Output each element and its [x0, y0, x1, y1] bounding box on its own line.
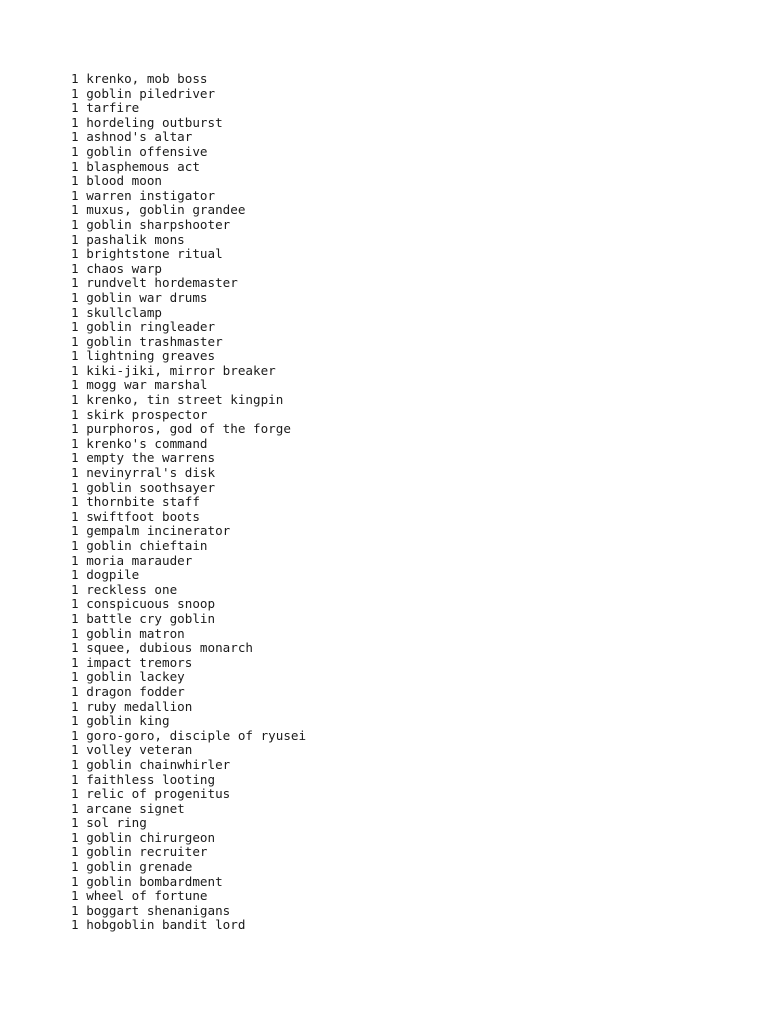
list-item — [71, 466, 748, 481]
card-name: skullclamp — [86, 304, 163, 320]
card-name: goblin chieftain — [86, 538, 208, 553]
card-quantity: 1 — [71, 465, 79, 481]
card-name: lightning greaves — [86, 348, 216, 364]
card-name: squee, dubious monarch — [86, 640, 253, 656]
list-item — [71, 524, 748, 539]
card-name: nevinyrral's disk — [86, 465, 216, 481]
card-quantity: 1 — [71, 873, 79, 889]
list-item — [71, 393, 748, 408]
list-item — [71, 583, 748, 598]
list-item — [71, 174, 748, 189]
list-item — [71, 510, 748, 525]
list-item — [71, 481, 748, 496]
card-quantity: 1 — [71, 202, 79, 218]
card-name: moria marauder — [86, 552, 193, 568]
list-item — [71, 218, 748, 233]
card-quantity: 1 — [71, 319, 79, 335]
card-quantity: 1 — [71, 289, 79, 305]
card-quantity: 1 — [71, 727, 79, 743]
card-quantity: 1 — [71, 100, 79, 116]
card-quantity: 1 — [71, 742, 79, 758]
card-name: sol ring — [86, 815, 147, 831]
card-quantity: 1 — [71, 158, 79, 174]
list-item — [71, 641, 748, 656]
list-item — [71, 773, 748, 788]
card-quantity: 1 — [71, 304, 79, 320]
card-name: dragon fodder — [86, 683, 185, 699]
card-name: mogg war marshal — [86, 377, 208, 393]
card-quantity: 1 — [71, 435, 79, 451]
card-name: tarfire — [86, 100, 140, 116]
list-item — [71, 262, 748, 277]
card-quantity: 1 — [71, 902, 79, 918]
list-item — [71, 787, 748, 802]
card-quantity: 1 — [71, 523, 79, 539]
card-quantity: 1 — [71, 508, 79, 524]
list-item — [71, 130, 748, 145]
card-quantity: 1 — [71, 859, 79, 875]
card-name: boggart shenanigans — [86, 902, 231, 918]
card-quantity: 1 — [71, 771, 79, 787]
list-item — [71, 335, 748, 350]
card-name: goblin war drums — [86, 289, 208, 305]
card-name: blasphemous act — [86, 158, 200, 174]
card-quantity: 1 — [71, 713, 79, 729]
card-quantity: 1 — [71, 421, 79, 437]
card-quantity: 1 — [71, 698, 79, 714]
card-name: empty the warrens — [86, 450, 216, 466]
list-item — [71, 276, 748, 291]
card-name: brightstone ritual — [86, 246, 223, 262]
list-item — [71, 714, 748, 729]
card-quantity: 1 — [71, 669, 79, 685]
card-name: goblin soothsayer — [86, 479, 216, 495]
list-item — [71, 918, 748, 933]
card-quantity: 1 — [71, 348, 79, 364]
list-item — [71, 860, 748, 875]
list-item — [71, 758, 748, 773]
card-quantity: 1 — [71, 114, 79, 130]
card-name: krenko, mob boss — [86, 71, 208, 86]
card-name: goblin grenade — [86, 859, 193, 875]
card-name: battle cry goblin — [86, 610, 216, 626]
card-name: rundvelt hordemaster — [86, 275, 238, 291]
card-quantity: 1 — [71, 844, 79, 860]
card-name: thornbite staff — [86, 494, 200, 510]
card-name: reckless one — [86, 581, 178, 597]
card-quantity: 1 — [71, 625, 79, 641]
card-name: ashnod's altar — [86, 129, 193, 145]
card-quantity: 1 — [71, 129, 79, 145]
card-quantity: 1 — [71, 479, 79, 495]
card-quantity: 1 — [71, 654, 79, 670]
card-quantity: 1 — [71, 581, 79, 597]
card-quantity: 1 — [71, 362, 79, 378]
card-quantity: 1 — [71, 333, 79, 349]
card-quantity: 1 — [71, 815, 79, 831]
card-quantity: 1 — [71, 829, 79, 845]
card-name: faithless looting — [86, 771, 216, 787]
card-quantity: 1 — [71, 888, 79, 904]
card-name: conspicuous snoop — [86, 596, 216, 612]
card-name: goblin matron — [86, 625, 185, 641]
list-item — [71, 203, 748, 218]
card-quantity: 1 — [71, 640, 79, 656]
list-item — [71, 831, 748, 846]
list-item — [71, 408, 748, 423]
card-quantity: 1 — [71, 392, 79, 408]
card-name: arcane signet — [86, 800, 185, 816]
card-quantity: 1 — [71, 610, 79, 626]
card-name: goblin chainwhirler — [86, 756, 231, 772]
card-name: relic of progenitus — [86, 786, 231, 802]
card-quantity: 1 — [71, 406, 79, 422]
card-name: volley veteran — [86, 742, 193, 758]
card-quantity: 1 — [71, 377, 79, 393]
card-quantity: 1 — [71, 275, 79, 291]
list-item — [71, 612, 748, 627]
list-item — [71, 904, 748, 919]
card-name: wheel of fortune — [86, 888, 208, 904]
card-name: goblin trashmaster — [86, 333, 223, 349]
card-name: hordeling outburst — [86, 114, 223, 130]
card-quantity: 1 — [71, 246, 79, 262]
card-name: krenko's command — [86, 435, 208, 451]
card-quantity: 1 — [71, 786, 79, 802]
card-quantity: 1 — [71, 567, 79, 583]
card-name: goblin chirurgeon — [86, 829, 216, 845]
list-item — [71, 875, 748, 890]
card-quantity: 1 — [71, 756, 79, 772]
card-quantity: 1 — [71, 143, 79, 159]
card-quantity: 1 — [71, 800, 79, 816]
list-item — [71, 656, 748, 671]
card-quantity: 1 — [71, 85, 79, 101]
card-name: muxus, goblin grandee — [86, 202, 246, 218]
card-quantity: 1 — [71, 71, 79, 86]
list-item — [71, 451, 748, 466]
list-item — [71, 378, 748, 393]
card-name: goblin lackey — [86, 669, 185, 685]
card-quantity: 1 — [71, 173, 79, 189]
list-item — [71, 845, 748, 860]
list-item — [71, 729, 748, 744]
list-item — [71, 72, 748, 87]
list-item — [71, 554, 748, 569]
list-item — [71, 597, 748, 612]
card-quantity: 1 — [71, 596, 79, 612]
list-item — [71, 320, 748, 335]
list-item — [71, 101, 748, 116]
card-quantity: 1 — [71, 216, 79, 232]
list-item — [71, 685, 748, 700]
list-item — [71, 539, 748, 554]
card-quantity: 1 — [71, 683, 79, 699]
card-name: dogpile — [86, 567, 140, 583]
card-name: blood moon — [86, 173, 163, 189]
card-quantity: 1 — [71, 552, 79, 568]
card-name: purphoros, god of the forge — [86, 421, 291, 437]
list-item — [71, 233, 748, 248]
card-name: goblin offensive — [86, 143, 208, 159]
list-item — [71, 160, 748, 175]
card-name: goblin piledriver — [86, 85, 216, 101]
card-name: goblin sharpshooter — [86, 216, 231, 232]
card-name: hobgoblin bandit lord — [86, 917, 246, 933]
card-quantity: 1 — [71, 494, 79, 510]
list-item — [71, 568, 748, 583]
card-quantity: 1 — [71, 450, 79, 466]
list-item — [71, 189, 748, 204]
card-quantity: 1 — [71, 917, 79, 933]
card-quantity: 1 — [71, 231, 79, 247]
list-item — [71, 422, 748, 437]
list-item — [71, 889, 748, 904]
list-item — [71, 87, 748, 102]
list-item — [71, 700, 748, 715]
card-name: kiki-jiki, mirror breaker — [86, 362, 276, 378]
list-item — [71, 145, 748, 160]
card-name: krenko, tin street kingpin — [86, 392, 284, 408]
list-item — [71, 116, 748, 131]
card-quantity: 1 — [71, 260, 79, 276]
card-quantity: 1 — [71, 187, 79, 203]
list-item — [71, 670, 748, 685]
card-name: goblin bombardment — [86, 873, 223, 889]
list-item — [71, 816, 748, 831]
card-name: goro-goro, disciple of ryusei — [86, 727, 307, 743]
card-name: goblin king — [86, 713, 170, 729]
list-item — [71, 437, 748, 452]
list-item — [71, 291, 748, 306]
card-quantity: 1 — [71, 538, 79, 553]
list-item — [71, 627, 748, 642]
list-item — [71, 802, 748, 817]
list-item — [71, 349, 748, 364]
decklist — [71, 72, 748, 933]
card-name: impact tremors — [86, 654, 193, 670]
card-name: chaos warp — [86, 260, 163, 276]
list-item — [71, 495, 748, 510]
card-name: skirk prospector — [86, 406, 208, 422]
card-name: gempalm incinerator — [86, 523, 231, 539]
card-name: swiftfoot boots — [86, 508, 200, 524]
card-name: pashalik mons — [86, 231, 185, 247]
card-name: goblin ringleader — [86, 319, 216, 335]
list-item — [71, 364, 748, 379]
list-item — [71, 247, 748, 262]
list-item — [71, 743, 748, 758]
list-item — [71, 306, 748, 321]
card-name: goblin recruiter — [86, 844, 208, 860]
card-name: warren instigator — [86, 187, 216, 203]
card-name: ruby medallion — [86, 698, 193, 714]
